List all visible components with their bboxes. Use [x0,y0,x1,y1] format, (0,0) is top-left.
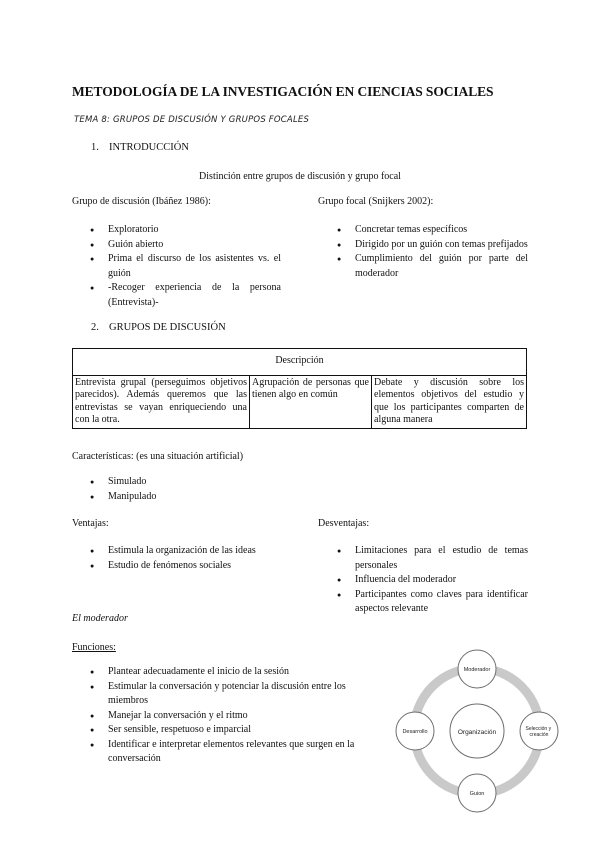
list-item: ● Guión abierto [89,238,281,253]
distinction-caption: Distinción entre grupos de discusión y grupo focal [199,171,401,182]
section-heading-grupos [91,322,226,333]
advantages-list [89,544,289,573]
right-node-label: Selección y creación [525,726,552,738]
bottom-node-label: Guion [469,791,485,797]
list-item: ● Influencia del moderador [336,573,528,588]
list-item: ● Ser sensible, respetuoso e imparcial [89,723,381,738]
list-item: ● Concretar temas específicos [336,223,528,238]
list-item: ● Manipulado [89,490,289,505]
list-item: ● Participantes como claves para identificar aspectos relevante [336,588,528,617]
advantages-heading: Ventajas: [72,518,109,529]
functions-heading: Funciones: [72,642,116,653]
section-number: 1. [91,142,99,153]
moderator-heading: El moderador [72,613,128,624]
center-node-label: Organización [457,729,497,736]
top-node-label: Moderador [463,667,491,673]
list-item: ● Limitaciones para el estudio de temas personales [336,544,528,573]
section-heading-introduccion [91,142,189,153]
table-cell: Entrevista grupal (perseguimos objetivos parecidos). Además queremos que las entrevistas se vayan enriqueciendo una con la otra. [73,375,250,428]
table-cell: Debate y discusión sobre los elementos objetivos del estudio y que los participantes comparten de alguna manera [372,375,527,428]
list-item: ● Manejar la conversación y el ritmo [89,709,381,724]
list-item: ● Plantear adecuadamente el inicio de la sesión [89,665,381,680]
left-group-heading: Grupo de discusión (Ibáñez 1986): [72,196,211,207]
list-item: ● Exploratorio [89,223,281,238]
table-header: Descripción [73,349,527,376]
list-item: ● Prima el discurso de los asistentes vs. el guión [89,252,281,281]
list-item: ● Cumplimiento del guión por parte del moderador [336,252,528,281]
section-label: INTRODUCCIÓN [109,142,189,153]
characteristics-heading: Características: (es una situación artificial) [72,451,244,462]
list-item: ● Estimula la organización de las ideas [89,544,289,559]
list-item: ● Estudio de fenómenos sociales [89,559,289,574]
list-item: ● Identificar e interpretar elementos relevantes que surgen en la conversación [89,738,381,767]
table-cell: Agrupación de personas que tienen algo en común [250,375,372,428]
description-table [72,348,527,429]
left-group-list [89,223,281,310]
moderator-cycle-diagram [388,642,568,822]
disadvantages-heading: Desventajas: [318,518,370,529]
section-label: GRUPOS DE DISCUSIÓN [109,322,226,333]
page-title: METODOLOGÍA DE LA INVESTIGACIÓN EN CIENCIAS SOCIALES [72,84,494,99]
section-number: 2. [91,322,99,333]
list-item: ● Dirigido por un guión con temas prefijados [336,238,528,253]
right-group-heading: Grupo focal (Snijkers 2002): [318,196,434,207]
list-item: ● Estimular la conversación y potenciar la discusión entre los miembros [89,680,381,709]
functions-list [89,665,381,767]
left-node-label: Desarrollo [402,729,428,735]
characteristics-list [89,475,289,504]
page-subtitle: TEMA 8: GRUPOS DE DISCUSIÓN Y GRUPOS FOCALES [74,115,310,125]
disadvantages-list [336,544,528,617]
right-group-list [336,223,528,281]
list-item: ● Simulado [89,475,289,490]
list-item: ● -Recoger experiencia de la persona (Entrevista)- [89,281,281,310]
